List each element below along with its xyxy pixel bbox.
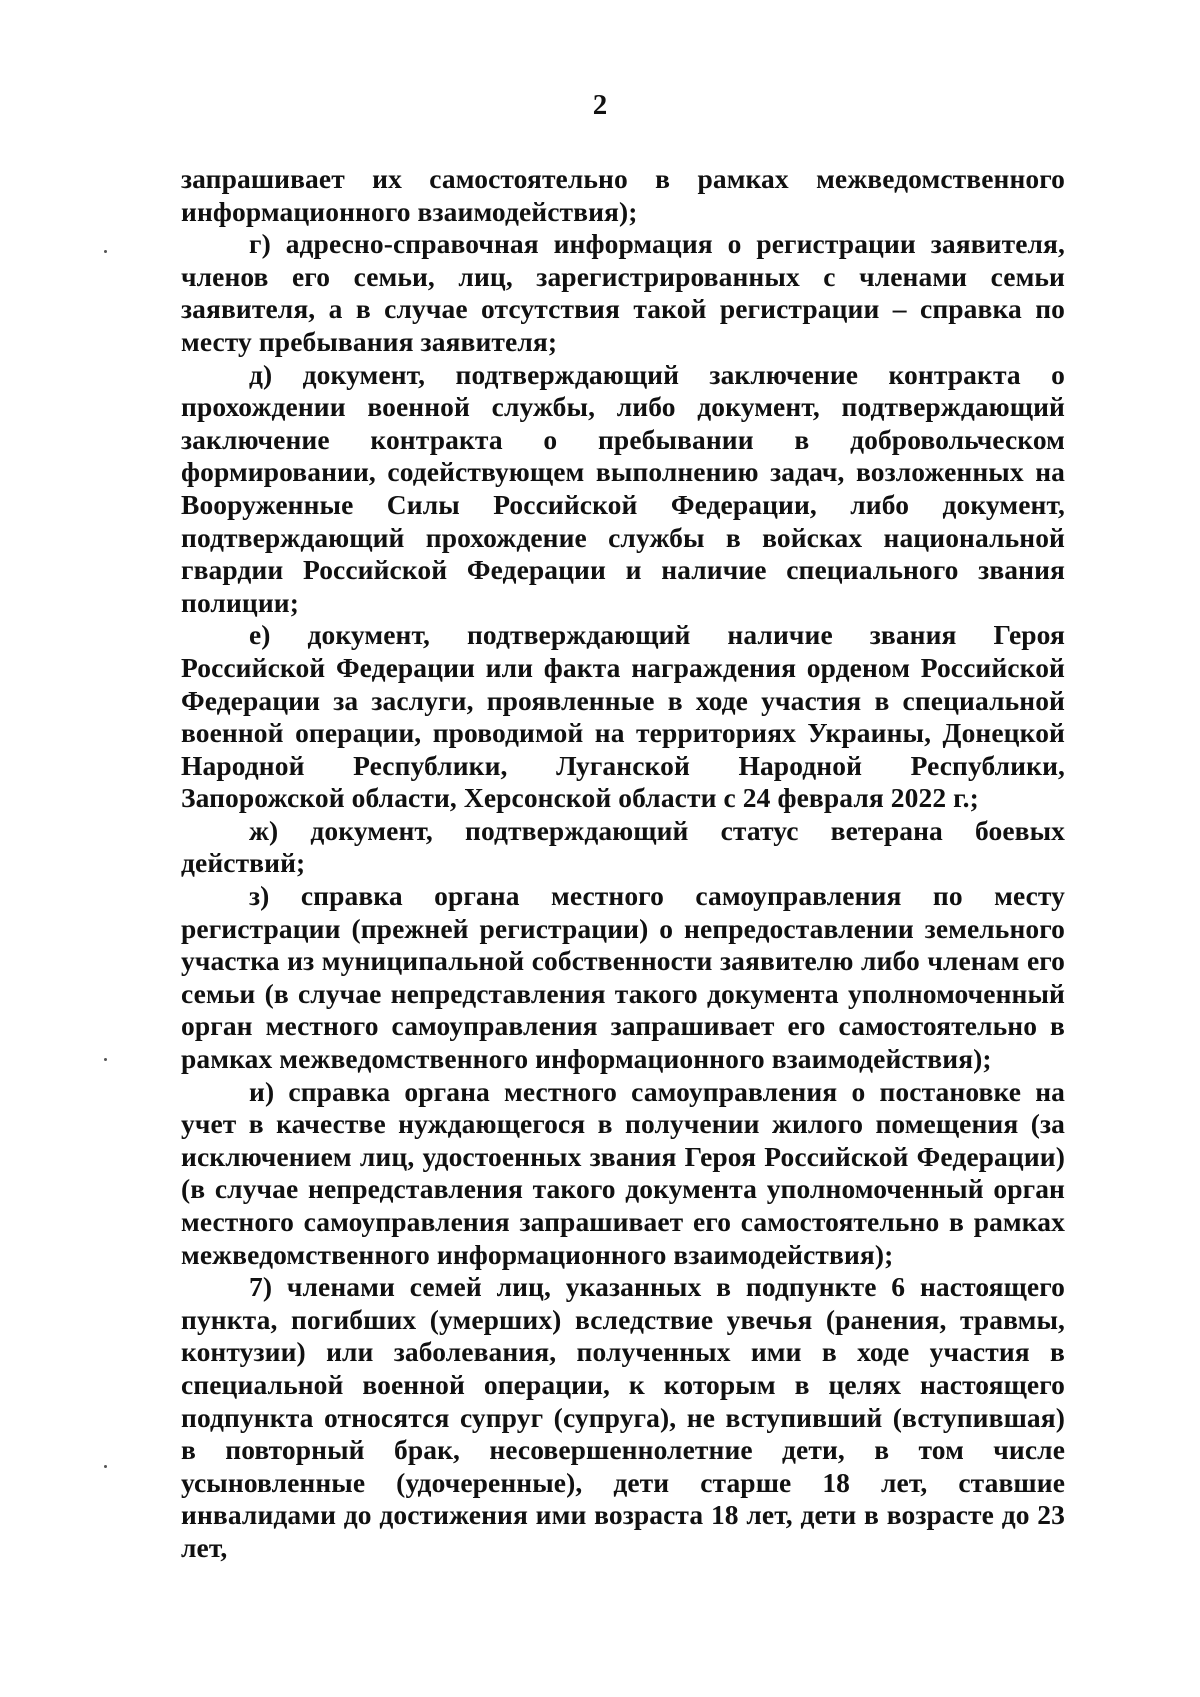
document-body — [181, 163, 1065, 1565]
paragraph-item-7: 7) членами семей лиц, указанных в подпункте 6 настоящего пункта, погибших (умерших) вследствие увечья (ранения, травмы, контузии) или заболевания, полученных ими в ходе участия в специальной военной операции, к которым в целях настоящего подпункта относятся супруг (супруга), не вступивший (вступившая) в повторный брак, несовершеннолетние дети, в том числе усыновленные (удочеренные), дети старше 18 лет, ставшие инвалидами до достижения ими возраста 18 лет, дети в возрасте до 23 лет, — [181, 1271, 1065, 1563]
page-number: 2 — [592, 89, 608, 121]
paragraph-item-e: е) документ, подтверждающий наличие звания Героя Российской Федерации или факта награждения орденом Российской Федерации за заслуги, проявленные в ходе участия в специальной военной операции, проводимой на территориях Украины, Донецкой Народной Республики, Луганской Народной Республики, Запорожской области, Херсонской области с 24 февраля 2022 г.; — [181, 619, 1065, 814]
paragraph-item-i: и) справка органа местного самоуправления о постановке на учет в качестве нуждающегося в получении жилого помещения (за исключением лиц, удостоенных звания Героя Российской Федерации) (в случае непредставления такого документа уполномоченный орган местного самоуправления запрашивает его самостоятельно в рамках межведомственного информационного взаимодействия); — [181, 1075, 1065, 1270]
scan-speck — [104, 250, 107, 253]
paragraph-item-zh: ж) документ, подтверждающий статус ветерана боевых действий; — [181, 814, 1065, 879]
paragraph-item-z: з) справка органа местного самоуправления по месту регистрации (прежней регистрации) о непредоставлении земельного участка из муниципальной собственности заявителю либо членам его семьи (в случае непредставления такого документа уполномоченный орган местного самоуправления запрашивает его самостоятельно в рамках межведомственного информационного взаимодействия); — [181, 880, 1065, 1075]
scan-speck — [104, 1058, 107, 1061]
paragraph-continuation: запрашивает их самостоятельно в рамках межведомственного информационного взаимодействия); — [181, 163, 1065, 227]
scan-speck — [104, 1465, 107, 1468]
paragraph-item-g: г) адресно-справочная информация о регистрации заявителя, членов его семьи, лиц, зарегистрированных с членами семьи заявителя, а в случае отсутствия такой регистрации – справка по месту пребывания заявителя; — [181, 228, 1065, 357]
paragraph-item-d: д) документ, подтверждающий заключение контракта о прохождении военной службы, либо документ, подтверждающий заключение контракта о пребывании в добровольческом формировании, содействующем выполнению задач, возложенных на Вооруженные Силы Российской Федерации, либо документ, подтверждающий прохождение службы в войсках национальной гвардии Российской Федерации и наличие специального звания полиции; — [181, 358, 1065, 618]
